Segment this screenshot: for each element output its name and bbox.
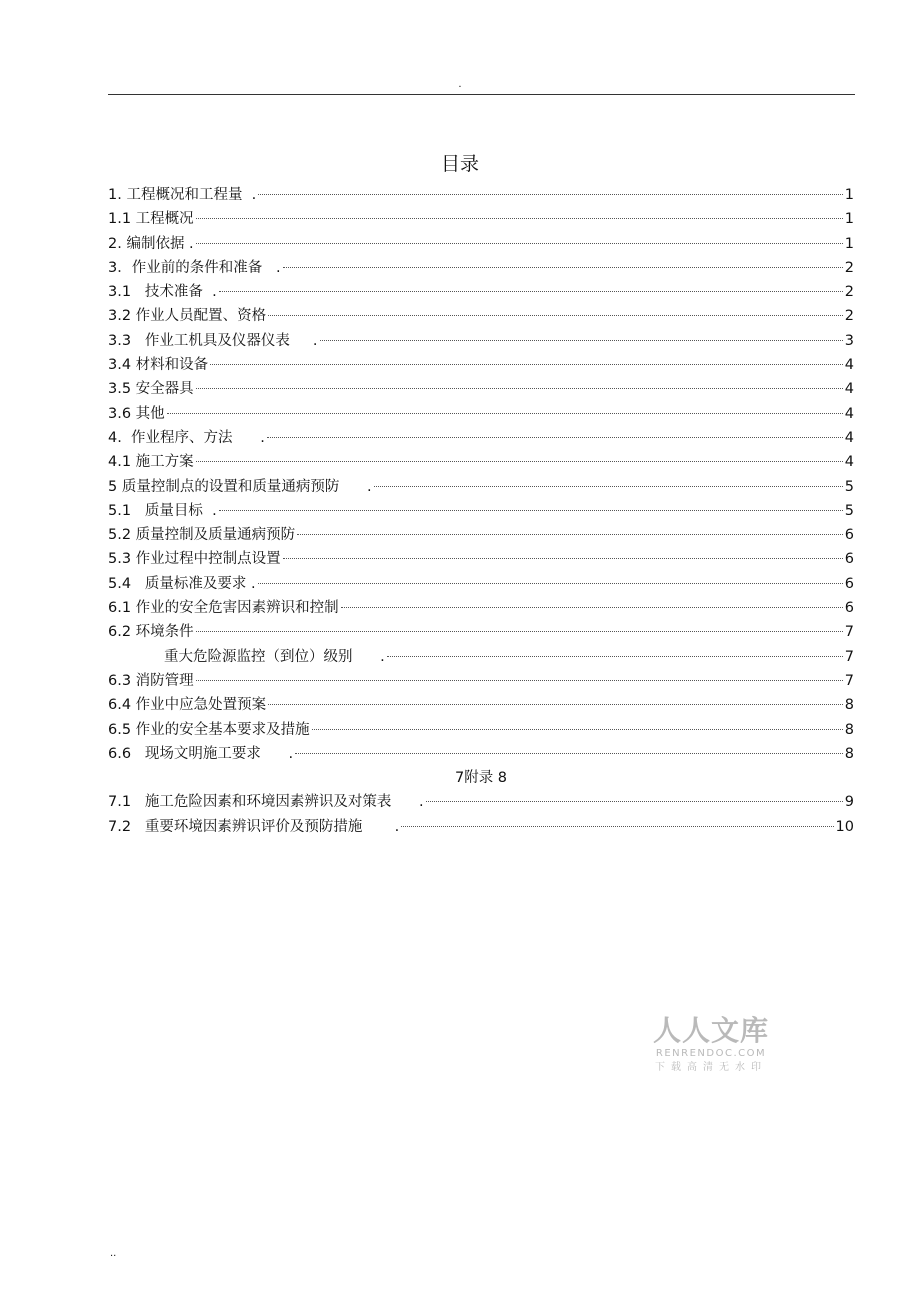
toc-entry-page: 3 (844, 332, 854, 349)
toc-dot-leader (258, 583, 843, 584)
toc-entry[interactable] (108, 353, 854, 377)
toc-dot-leader (210, 364, 843, 365)
toc-entry-label: 6.4 作业中应急处置预案 (108, 697, 267, 714)
toc-entry-page: 6 (844, 575, 854, 592)
toc-entry-label: 6.3 消防管理 (108, 672, 194, 689)
footer-mark: .. (110, 1248, 117, 1259)
toc-dot-leader (283, 558, 843, 559)
toc-entry[interactable] (108, 377, 854, 401)
toc-entry-page: 6 (844, 527, 854, 544)
toc-dot-leader (167, 413, 843, 414)
toc-dot-leader (267, 437, 843, 438)
toc-entry-label: 6.2 环境条件 (108, 624, 194, 641)
toc-dot-leader (295, 753, 843, 754)
toc-dot-leader (196, 680, 843, 681)
toc-entry-page: 8 (844, 745, 854, 762)
toc-entry[interactable] (108, 572, 854, 596)
toc-entry-page: 7 (844, 672, 854, 689)
toc-dot-leader (196, 218, 843, 219)
watermark-name: 人人文库 (652, 1014, 769, 1047)
toc-entry[interactable] (108, 693, 854, 717)
toc-dot-leader (196, 631, 843, 632)
toc-entry-label: 7.2 重要环境因素辨识评价及预防措施 . (108, 818, 400, 835)
toc-entry[interactable] (108, 426, 854, 450)
toc-dot-leader (258, 194, 842, 195)
toc-entry[interactable] (108, 645, 854, 669)
toc-entry[interactable] (108, 329, 854, 353)
header-rule (108, 94, 855, 95)
toc-title: 目录 (440, 153, 479, 175)
toc-entry-page: 8 (844, 697, 854, 714)
toc-entry-page: 2 (844, 284, 854, 301)
toc-entry[interactable] (108, 620, 854, 644)
header-mark: . (458, 79, 462, 90)
toc-dot-leader (196, 461, 843, 462)
toc-entry[interactable] (108, 547, 854, 571)
toc-entry-label: 1. 工程概况和工程量 . (108, 187, 257, 203)
table-of-contents (108, 183, 854, 839)
toc-entry-page: 8 (844, 721, 854, 738)
toc-dot-leader (320, 340, 843, 341)
toc-entry[interactable] (108, 790, 854, 814)
toc-entry-page: 2 (844, 259, 854, 276)
toc-entry-label: 6.1 作业的安全危害因素辨识和控制 (108, 600, 339, 617)
toc-entry-label: 3.3 作业工机具及仪器仪表 . (108, 332, 318, 349)
toc-dot-leader (426, 801, 843, 802)
toc-entry[interactable] (108, 256, 854, 280)
toc-entry-label: 3.1 技术准备 . (108, 284, 217, 301)
toc-dot-leader (196, 243, 843, 244)
toc-entry-page: 10 (835, 818, 854, 835)
toc-dot-leader (219, 510, 843, 511)
toc-entry[interactable] (108, 475, 854, 499)
toc-entry-label: 5 质量控制点的设置和质量通病预防 . (108, 478, 372, 495)
toc-entry[interactable] (108, 207, 854, 231)
toc-entry-page: 1 (844, 211, 854, 228)
toc-entry-page: 7 (844, 648, 854, 665)
toc-entry[interactable] (108, 718, 854, 742)
toc-entry-label: 5.2 质量控制及质量通病预防 (108, 527, 296, 544)
toc-entry-page: 1 (844, 235, 854, 252)
toc-entry-page: 4 (844, 405, 854, 422)
toc-entry[interactable] (108, 280, 854, 304)
toc-entry[interactable] (108, 402, 854, 426)
toc-entry-label: 6.6 现场文明施工要求 . (108, 745, 294, 762)
toc-entry-page: 4 (844, 381, 854, 398)
toc-dot-leader (196, 388, 843, 389)
toc-entry-page: 6 (844, 551, 854, 568)
toc-dot-leader (219, 291, 843, 292)
toc-entry-label: 1.1 工程概况 (108, 211, 194, 228)
toc-entry-page: 2 (844, 308, 854, 325)
toc-entry-label: 3.4 材料和设备 (108, 357, 209, 374)
toc-dot-leader (283, 267, 843, 268)
toc-dot-leader (387, 656, 843, 657)
toc-entry[interactable] (108, 669, 854, 693)
toc-entry[interactable] (108, 815, 854, 839)
toc-dot-leader (268, 315, 843, 316)
toc-entry-page: 4 (844, 357, 854, 374)
watermark-tagline: 下载高清无水印 (655, 1062, 767, 1073)
watermark-url: RENRENDOC.COM (655, 1048, 767, 1059)
toc-dot-leader (268, 704, 843, 705)
toc-entry-label: 6.5 作业的安全基本要求及措施 (108, 721, 310, 738)
toc-dot-leader (297, 534, 843, 535)
toc-dot-leader (341, 607, 843, 608)
toc-dot-leader (312, 729, 843, 730)
toc-entry-page: 1 (844, 187, 854, 203)
toc-entry-page: 5 (844, 478, 854, 495)
toc-entry-label: 2. 编制依据 . (108, 235, 194, 252)
toc-entry[interactable] (108, 596, 854, 620)
toc-entry-page: 6 (844, 600, 854, 617)
toc-entry-label: 3.5 安全器具 (108, 381, 194, 398)
toc-section-heading: 7附录 8 (454, 770, 508, 787)
toc-entry-label: 4.1 施工方案 (108, 454, 194, 471)
toc-entry[interactable] (108, 183, 854, 207)
toc-entry-page: 7 (844, 624, 854, 641)
toc-entry-label: 5.1 质量目标 . (108, 502, 217, 519)
toc-entry-label: 5.3 作业过程中控制点设置 (108, 551, 281, 568)
toc-entry-label: 3．作业前的条件和准备 . (108, 259, 281, 276)
toc-entry-label: 7.1 施工危险因素和环境因素辨识及对策表 . (108, 794, 424, 811)
toc-entry-label: 3.6 其他 (108, 405, 165, 422)
toc-entry-label: 4. 作业程序、方法 . (108, 429, 265, 446)
toc-entry[interactable] (108, 232, 854, 256)
toc-entry[interactable] (108, 304, 854, 328)
toc-entry-label: 重大危险源监控（到位）级别 . (164, 648, 385, 665)
toc-dot-leader (374, 486, 843, 487)
toc-entry-label: 3.2 作业人员配置、资格 (108, 308, 267, 325)
toc-entry-label: 5.4 质量标准及要求 . (108, 575, 256, 592)
toc-entry[interactable] (108, 742, 854, 766)
toc-dot-leader (401, 826, 833, 827)
toc-entry-page: 4 (844, 454, 854, 471)
toc-entry-page: 5 (844, 502, 854, 519)
toc-entry-page: 4 (844, 429, 854, 446)
watermark-logo (646, 1015, 776, 1075)
toc-entry[interactable] (108, 523, 854, 547)
toc-entry-page: 9 (844, 794, 854, 811)
toc-entry[interactable] (108, 450, 854, 474)
toc-entry[interactable] (108, 499, 854, 523)
